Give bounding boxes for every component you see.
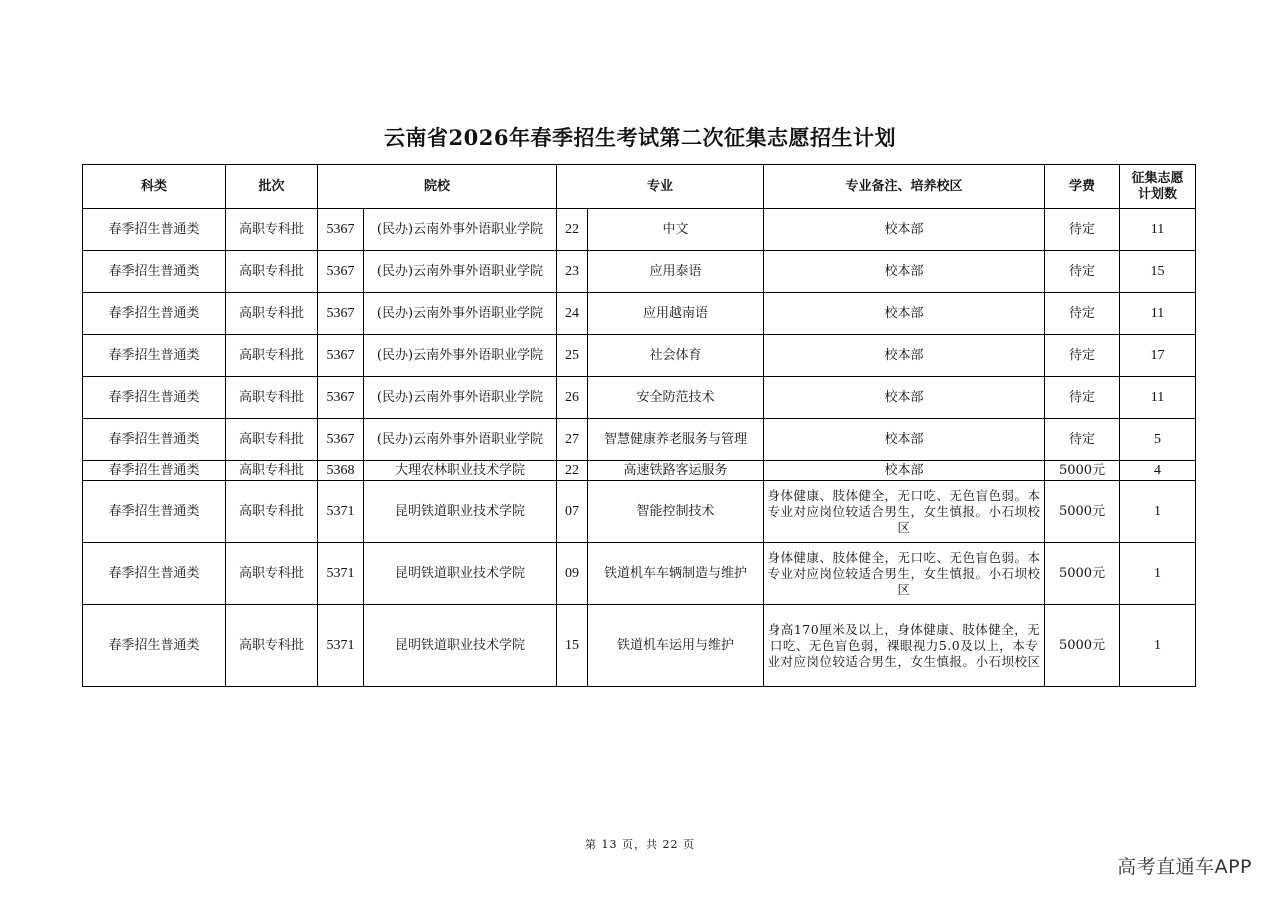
cell-plan: 1	[1120, 605, 1196, 687]
table-row	[83, 481, 1196, 543]
cell-plan: 1	[1120, 543, 1196, 605]
cell-batch: 高职专科批	[226, 293, 318, 335]
cell-category: 春季招生普通类	[83, 543, 226, 605]
cell-note: 校本部	[764, 419, 1045, 461]
cell-major-code: 26	[557, 377, 588, 419]
header-plan-line2: 计划数	[1138, 186, 1178, 202]
cell-school-name: 昆明铁道职业技术学院	[364, 543, 557, 605]
cell-school-name: (民办)云南外事外语职业学院	[364, 293, 557, 335]
cell-batch: 高职专科批	[226, 251, 318, 293]
cell-major-name: 智慧健康养老服务与管理	[588, 419, 764, 461]
cell-note: 校本部	[764, 461, 1045, 481]
cell-major-name: 智能控制技术	[588, 481, 764, 543]
cell-school-name: 大理农林职业技术学院	[364, 461, 557, 481]
cell-note: 校本部	[764, 377, 1045, 419]
header-batch: 批次	[226, 165, 318, 209]
cell-category: 春季招生普通类	[83, 293, 226, 335]
cell-major-name: 铁道机车车辆制造与维护	[588, 543, 764, 605]
header-major: 专业	[557, 165, 764, 209]
table-row	[83, 419, 1196, 461]
cell-batch: 高职专科批	[226, 335, 318, 377]
cell-plan: 11	[1120, 209, 1196, 251]
cell-major-code: 09	[557, 543, 588, 605]
cell-batch: 高职专科批	[226, 605, 318, 687]
cell-fee: 5000元	[1045, 605, 1120, 687]
cell-fee: 5000元	[1045, 481, 1120, 543]
cell-category: 春季招生普通类	[83, 209, 226, 251]
cell-batch: 高职专科批	[226, 461, 318, 481]
cell-plan: 1	[1120, 481, 1196, 543]
cell-plan: 5	[1120, 419, 1196, 461]
cell-major-code: 22	[557, 461, 588, 481]
cell-fee: 5000元	[1045, 461, 1120, 481]
cell-note: 校本部	[764, 293, 1045, 335]
cell-category: 春季招生普通类	[83, 481, 226, 543]
cell-school-code: 5371	[318, 481, 364, 543]
cell-major-code: 15	[557, 605, 588, 687]
cell-major-name: 高速铁路客运服务	[588, 461, 764, 481]
cell-school-code: 5371	[318, 605, 364, 687]
cell-plan: 11	[1120, 293, 1196, 335]
cell-major-code: 27	[557, 419, 588, 461]
table-row	[83, 251, 1196, 293]
cell-major-name: 社会体育	[588, 335, 764, 377]
cell-fee: 5000元	[1045, 543, 1120, 605]
cell-fee: 待定	[1045, 251, 1120, 293]
cell-category: 春季招生普通类	[83, 605, 226, 687]
cell-major-name: 应用越南语	[588, 293, 764, 335]
cell-school-name: (民办)云南外事外语职业学院	[364, 251, 557, 293]
cell-fee: 待定	[1045, 419, 1120, 461]
cell-major-code: 24	[557, 293, 588, 335]
page-number: 第 13 页，共 22 页	[585, 838, 695, 851]
cell-school-name: (民办)云南外事外语职业学院	[364, 209, 557, 251]
table-row	[83, 543, 1196, 605]
cell-major-name: 铁道机车运用与维护	[588, 605, 764, 687]
header-fee: 学费	[1045, 165, 1120, 209]
cell-note: 身高170厘米及以上，身体健康、肢体健全，无口吃、无色盲色弱，裸眼视力5.0及以上，本专业对应岗位较适合男生，女生慎报。小石坝校区	[764, 605, 1045, 687]
cell-batch: 高职专科批	[226, 543, 318, 605]
cell-plan: 4	[1120, 461, 1196, 481]
cell-school-code: 5367	[318, 335, 364, 377]
table-row	[83, 335, 1196, 377]
table-row	[83, 209, 1196, 251]
cell-fee: 待定	[1045, 293, 1120, 335]
cell-note: 校本部	[764, 335, 1045, 377]
cell-batch: 高职专科批	[226, 481, 318, 543]
cell-category: 春季招生普通类	[83, 251, 226, 293]
cell-school-code: 5368	[318, 461, 364, 481]
cell-category: 春季招生普通类	[83, 335, 226, 377]
header-note: 专业备注、培养校区	[764, 165, 1045, 209]
cell-plan: 17	[1120, 335, 1196, 377]
enrollment-plan-table	[82, 164, 1196, 687]
table-row	[83, 605, 1196, 687]
cell-batch: 高职专科批	[226, 377, 318, 419]
cell-category: 春季招生普通类	[83, 377, 226, 419]
cell-major-name: 中文	[588, 209, 764, 251]
cell-fee: 待定	[1045, 209, 1120, 251]
cell-school-code: 5371	[318, 543, 364, 605]
table-row	[83, 461, 1196, 481]
cell-major-name: 安全防范技术	[588, 377, 764, 419]
cell-fee: 待定	[1045, 377, 1120, 419]
cell-school-code: 5367	[318, 377, 364, 419]
table-row	[83, 293, 1196, 335]
header-school: 院校	[318, 165, 557, 209]
cell-school-code: 5367	[318, 209, 364, 251]
cell-major-name: 应用泰语	[588, 251, 764, 293]
cell-major-code: 22	[557, 209, 588, 251]
cell-school-name: 昆明铁道职业技术学院	[364, 481, 557, 543]
app-watermark: 高考直通车APP	[1117, 856, 1252, 878]
cell-school-code: 5367	[318, 419, 364, 461]
cell-note: 身体健康、肢体健全，无口吃、无色盲色弱。本专业对应岗位较适合男生，女生慎报。小石坝校区	[764, 543, 1045, 605]
cell-major-code: 25	[557, 335, 588, 377]
cell-note: 校本部	[764, 251, 1045, 293]
cell-school-name: (民办)云南外事外语职业学院	[364, 377, 557, 419]
cell-major-code: 07	[557, 481, 588, 543]
cell-major-code: 23	[557, 251, 588, 293]
cell-school-code: 5367	[318, 293, 364, 335]
document-title: 云南省2026年春季招生考试第二次征集志愿招生计划	[384, 125, 896, 150]
cell-school-name: (民办)云南外事外语职业学院	[364, 335, 557, 377]
header-category: 科类	[83, 165, 226, 209]
cell-plan: 15	[1120, 251, 1196, 293]
cell-school-name: 昆明铁道职业技术学院	[364, 605, 557, 687]
table-row	[83, 377, 1196, 419]
cell-plan: 11	[1120, 377, 1196, 419]
cell-category: 春季招生普通类	[83, 419, 226, 461]
cell-batch: 高职专科批	[226, 209, 318, 251]
cell-batch: 高职专科批	[226, 419, 318, 461]
cell-fee: 待定	[1045, 335, 1120, 377]
cell-note: 身体健康、肢体健全，无口吃、无色盲色弱。本专业对应岗位较适合男生，女生慎报。小石坝校区	[764, 481, 1045, 543]
header-plan	[1120, 165, 1196, 209]
cell-category: 春季招生普通类	[83, 461, 226, 481]
cell-school-name: (民办)云南外事外语职业学院	[364, 419, 557, 461]
header-plan-line1: 征集志愿	[1131, 170, 1184, 186]
cell-school-code: 5367	[318, 251, 364, 293]
cell-note: 校本部	[764, 209, 1045, 251]
table-header-row	[83, 165, 1196, 209]
